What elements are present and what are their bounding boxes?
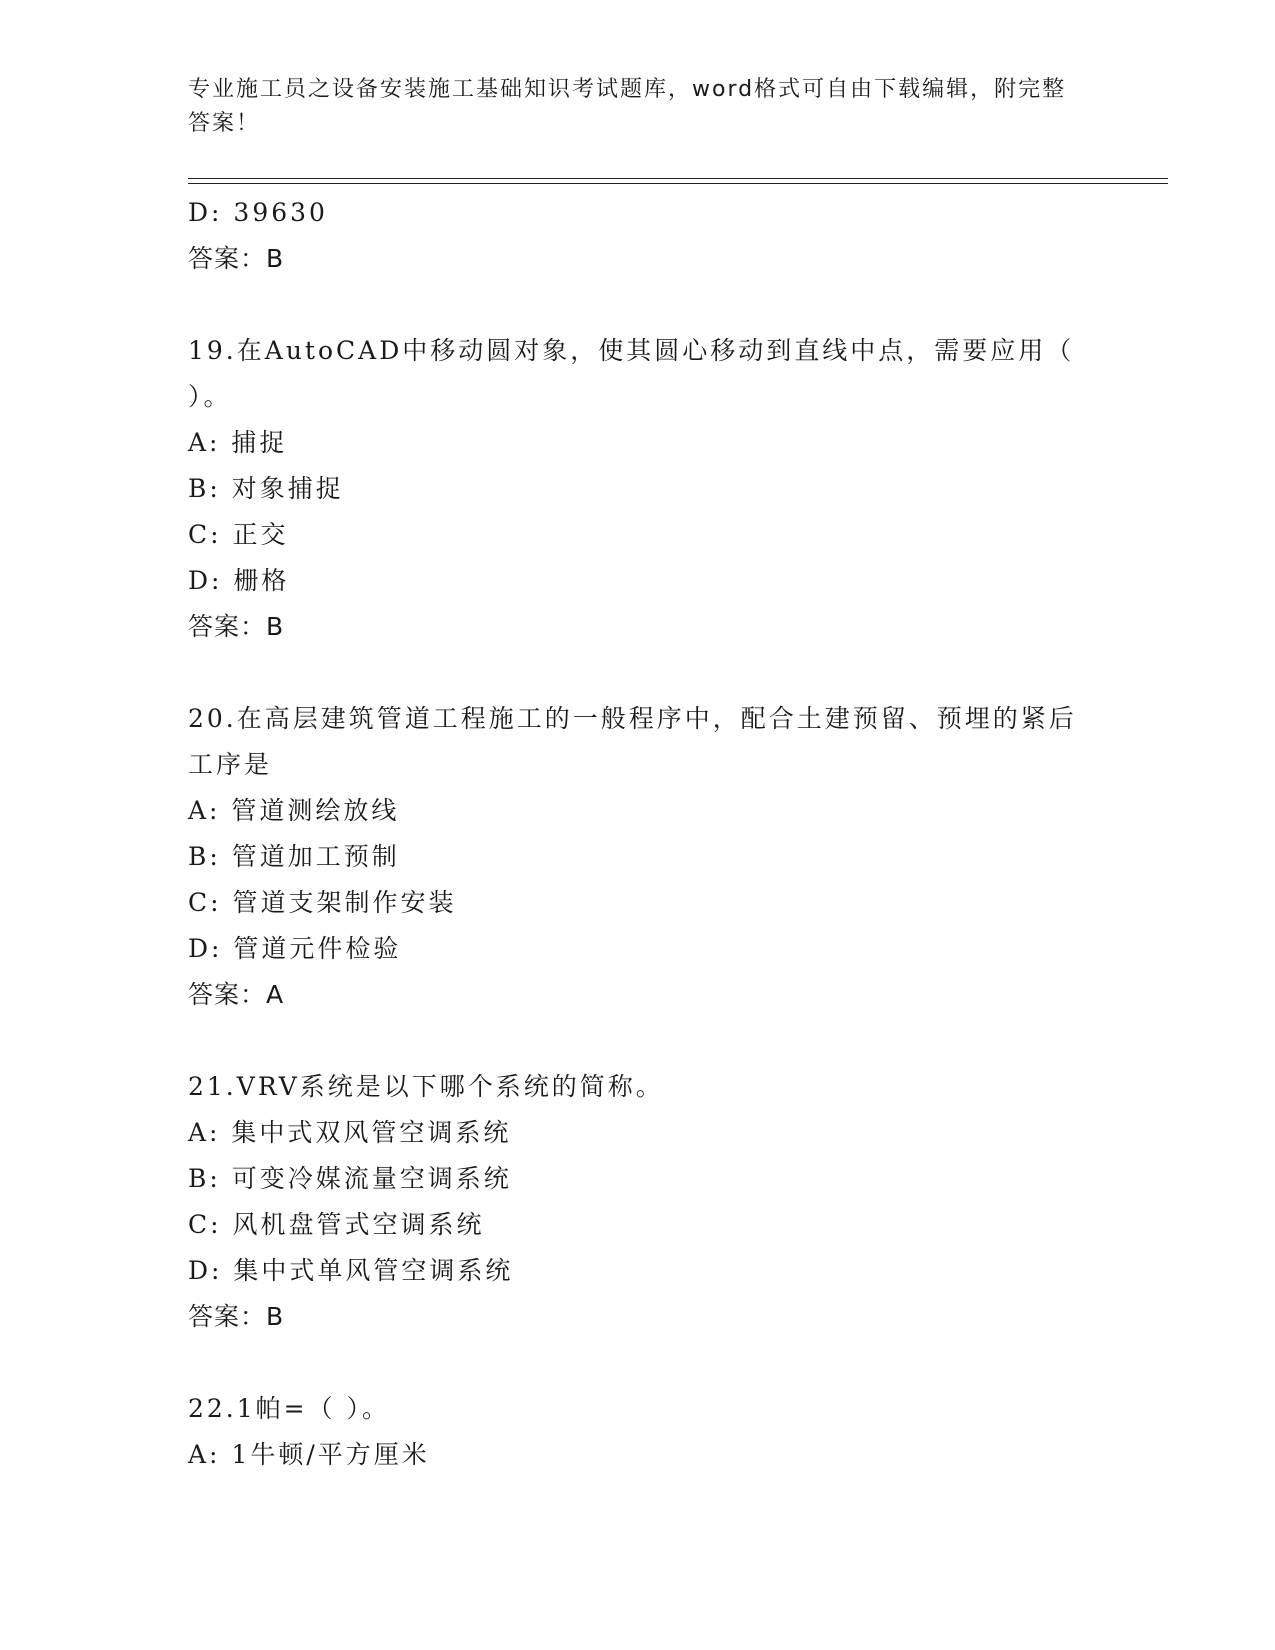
question-20 — [188, 696, 1088, 1018]
option-d: D: 管道元件检验 — [188, 934, 402, 963]
answer: 答案：A — [188, 980, 285, 1009]
answer: 答案：B — [188, 1302, 285, 1331]
option-b: B: 对象捕捉 — [188, 474, 344, 503]
header-divider-bottom — [188, 183, 1168, 184]
option-d: D: 39630 — [188, 198, 328, 227]
question-stem: 22.1帕=（ ）。 — [188, 1394, 391, 1423]
question-21 — [188, 1064, 1088, 1340]
answer: 答案：B — [188, 612, 285, 641]
question-22 — [188, 1386, 1088, 1478]
option-c: C: 管道支架制作安装 — [188, 888, 457, 917]
option-d: D: 集中式单风管空调系统 — [188, 1256, 514, 1285]
option-d: D: 栅格 — [188, 566, 290, 595]
option-a: A: 管道测绘放线 — [188, 796, 400, 825]
question-stem: 20.在高层建筑管道工程施工的一般程序中，配合土建预留、预埋的紧后工序是 — [188, 704, 1077, 779]
question-stem: 21.VRV系统是以下哪个系统的简称。 — [188, 1072, 664, 1101]
option-a: A: 集中式双风管空调系统 — [188, 1118, 512, 1147]
option-a: A: 捕捉 — [188, 428, 288, 457]
header-divider-top — [188, 178, 1168, 179]
document-header: 专业施工员之设备安装施工基础知识考试题库，word格式可自由下载编辑，附完整答案！ — [188, 77, 1067, 136]
option-a: A: 1牛顿/平方厘米 — [188, 1440, 430, 1469]
answer: 答案：B — [188, 244, 285, 273]
option-b: B: 可变冷媒流量空调系统 — [188, 1164, 512, 1193]
question-stem: 19.在AutoCAD中移动圆对象，使其圆心移动到直线中点，需要应用（ ）。 — [188, 336, 1075, 411]
option-b: B: 管道加工预制 — [188, 842, 400, 871]
question-19 — [188, 328, 1088, 650]
question-content — [188, 190, 1088, 1478]
option-c: C: 风机盘管式空调系统 — [188, 1210, 485, 1239]
option-c: C: 正交 — [188, 520, 289, 549]
